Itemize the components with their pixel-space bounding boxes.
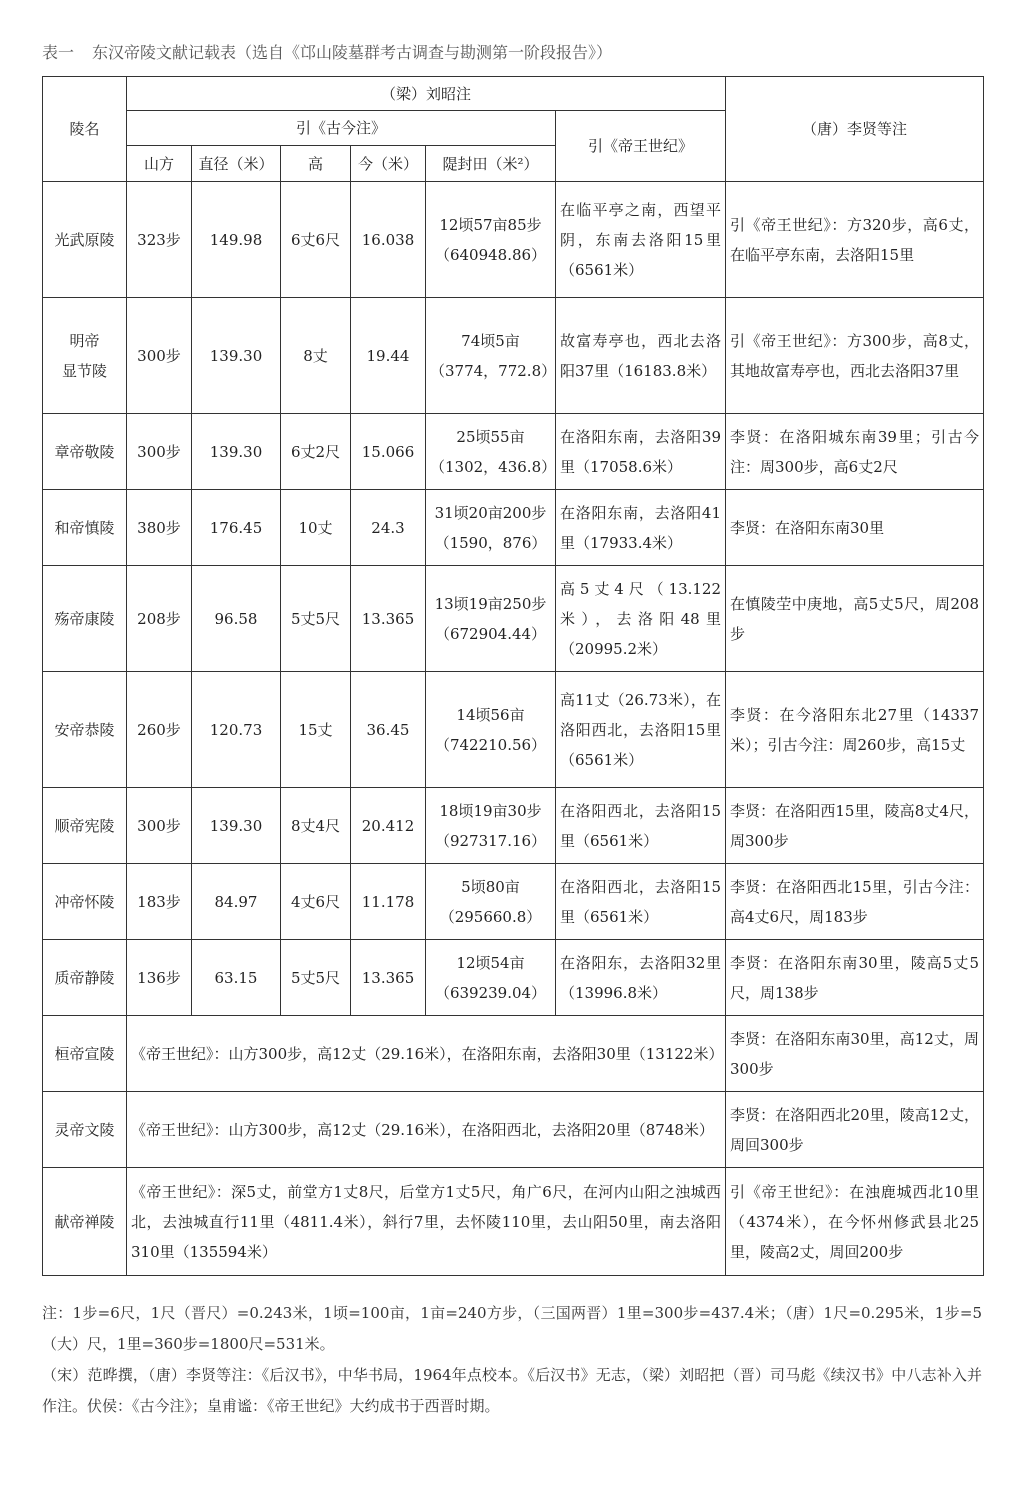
table-row	[43, 788, 984, 864]
row-tang: 李贤：在洛阳东南30里，陵高5丈5尺，周138步	[726, 940, 984, 1016]
tifeng-meters: （1590，876）	[434, 533, 547, 552]
header-diameter: 直径（米）	[192, 146, 281, 182]
row-modern: 16.038	[351, 182, 426, 298]
header-modern: 今（米）	[351, 146, 426, 182]
row-modern: 20.412	[351, 788, 426, 864]
row-diwang: 在洛阳东南，去洛阳41里（17933.4米）	[556, 490, 726, 566]
row-modern: 19.44	[351, 298, 426, 414]
table-row	[43, 182, 984, 298]
row-tang: 李贤：在洛阳西北15里，引古今注：高4丈6尺，周183步	[726, 864, 984, 940]
row-diwang: 高11丈（26.73米），在洛阳西北，去洛阳15里（6561米）	[556, 672, 726, 788]
row-shanfang: 323步	[127, 182, 192, 298]
row-name: 冲帝怀陵	[43, 864, 127, 940]
table-row	[43, 414, 984, 490]
table-row	[43, 1168, 984, 1276]
tifeng-value: 12顷57亩85步	[439, 215, 542, 234]
row-diameter: 120.73	[192, 672, 281, 788]
mausoleum-table	[42, 76, 984, 1276]
row-liang-merged: 《帝王世纪》：山方300步，高12丈（29.16米），在洛阳东南，去洛阳30里（13122米）	[127, 1016, 726, 1092]
tifeng-value: 74顷5亩	[461, 331, 520, 350]
tifeng-value: 13顷19亩250步	[434, 594, 547, 613]
tifeng-meters: （927317.16）	[434, 831, 547, 850]
row-name: 和帝慎陵	[43, 490, 127, 566]
row-name: 灵帝文陵	[43, 1092, 127, 1168]
row-height: 5丈5尺	[281, 566, 351, 672]
row-shanfang: 300步	[127, 414, 192, 490]
row-diameter: 96.58	[192, 566, 281, 672]
caption-title: 东汉帝陵文献记载表（选自《邙山陵墓群考古调查与勘测第一阶段报告》）	[92, 43, 613, 62]
table-row	[43, 1016, 984, 1092]
row-modern: 15.066	[351, 414, 426, 490]
row-name: 光武原陵	[43, 182, 127, 298]
row-tang: 李贤：在洛阳西15里，陵高8丈4尺，周300步	[726, 788, 984, 864]
row-liang-merged: 《帝王世纪》：深5丈，前堂方1丈8尺，后堂方1丈5尺，角广6尺，在河内山阳之浊城西北，去浊城直行11里（4811.4米），斜行7里，去怀陵110里，去山阳50里，南去洛阳310里（135594米）	[127, 1168, 726, 1276]
tifeng-value: 12顷54亩	[456, 953, 525, 972]
row-height: 15丈	[281, 672, 351, 788]
header-name: 陵名	[43, 77, 127, 182]
row-liang-merged: 《帝王世纪》：山方300步，高12丈（29.16米），在洛阳西北，去洛阳20里（8748米）	[127, 1092, 726, 1168]
tifeng-meters: （640948.86）	[434, 245, 547, 264]
row-height: 4丈6尺	[281, 864, 351, 940]
row-tang: 李贤：在洛阳城东南39里；引古今注：周300步，高6丈2尺	[726, 414, 984, 490]
row-diameter: 139.30	[192, 414, 281, 490]
row-modern: 36.45	[351, 672, 426, 788]
row-diameter: 84.97	[192, 864, 281, 940]
row-tifeng	[426, 182, 556, 298]
tifeng-meters: （742210.56）	[434, 735, 547, 754]
row-height: 6丈2尺	[281, 414, 351, 490]
row-tifeng	[426, 940, 556, 1016]
row-shanfang: 183步	[127, 864, 192, 940]
row-height: 10丈	[281, 490, 351, 566]
row-tifeng	[426, 788, 556, 864]
row-shanfang: 300步	[127, 788, 192, 864]
row-name: 桓帝宣陵	[43, 1016, 127, 1092]
row-tang: 在慎陵茔中庚地，高5丈5尺，周208步	[726, 566, 984, 672]
caption-number: 表一	[42, 43, 75, 62]
row-diwang: 在洛阳东，去洛阳32里（13996.8米）	[556, 940, 726, 1016]
table-row	[43, 672, 984, 788]
table-notes	[42, 1298, 982, 1422]
row-diameter: 63.15	[192, 940, 281, 1016]
row-tang: 李贤：在今洛阳东北27里（14337米）；引古今注：周260步，高15丈	[726, 672, 984, 788]
header-shanfang: 山方	[127, 146, 192, 182]
row-tifeng	[426, 490, 556, 566]
table-row	[43, 490, 984, 566]
tifeng-value: 18顷19亩30步	[439, 801, 542, 820]
table-caption	[42, 40, 982, 63]
row-modern: 11.178	[351, 864, 426, 940]
row-tifeng	[426, 864, 556, 940]
header-height: 高	[281, 146, 351, 182]
row-height: 5丈5尺	[281, 940, 351, 1016]
row-diwang: 在洛阳西北，去洛阳15里（6561米）	[556, 788, 726, 864]
row-tifeng	[426, 414, 556, 490]
row-shanfang: 380步	[127, 490, 192, 566]
header-diwang: 引《帝王世纪》	[556, 111, 726, 182]
row-diwang: 在临平亭之南，西望平阴，东南去洛阳15里（6561米）	[556, 182, 726, 298]
row-diameter: 139.30	[192, 788, 281, 864]
tifeng-meters: （1302，436.8）	[430, 457, 557, 476]
row-diwang: 高5丈4尺（13.122米），去洛阳48里（20995.2米）	[556, 566, 726, 672]
tifeng-meters: （295660.8）	[439, 907, 542, 926]
table-row	[43, 298, 984, 414]
row-tang: 李贤：在洛阳东南30里，高12丈，周300步	[726, 1016, 984, 1092]
tifeng-meters: （3774，772.8）	[430, 361, 557, 380]
table-row	[43, 864, 984, 940]
row-modern: 24.3	[351, 490, 426, 566]
row-modern: 13.365	[351, 566, 426, 672]
row-name: 质帝静陵	[43, 940, 127, 1016]
row-name: 章帝敬陵	[43, 414, 127, 490]
tifeng-meters: （639239.04）	[434, 983, 547, 1002]
row-shanfang: 260步	[127, 672, 192, 788]
row-diwang: 在洛阳东南，去洛阳39里（17058.6米）	[556, 414, 726, 490]
row-name: 殇帝康陵	[43, 566, 127, 672]
note-source: （宋）范晔撰，（唐）李贤等注：《后汉书》，中华书局，1964年点校本。《后汉书》无志，（梁）刘昭把（晋）司马彪《续汉书》中八志补入并作注。伏侯：《古今注》；皇甫谧：《帝王世纪》大约成书于西晋时期。	[42, 1366, 982, 1415]
row-tifeng	[426, 672, 556, 788]
row-tang: 引《帝王世纪》：方320步，高6丈，在临平亭东南，去洛阳15里	[726, 182, 984, 298]
row-name: 献帝禅陵	[43, 1168, 127, 1276]
row-diwang: 故富寿亭也，西北去洛阳37里（16183.8米）	[556, 298, 726, 414]
row-tifeng	[426, 298, 556, 414]
tifeng-value: 31顷20亩200步	[434, 503, 547, 522]
table-row	[43, 1092, 984, 1168]
tifeng-meters: （672904.44）	[434, 624, 547, 643]
row-name: 顺帝宪陵	[43, 788, 127, 864]
row-tang: 李贤：在洛阳东南30里	[726, 490, 984, 566]
row-diameter: 139.30	[192, 298, 281, 414]
row-tang: 李贤：在洛阳西北20里，陵高12丈，周回300步	[726, 1092, 984, 1168]
header-liang: （梁）刘昭注	[127, 77, 726, 111]
tifeng-value: 25顷55亩	[456, 427, 525, 446]
tifeng-value: 5顷80亩	[461, 877, 520, 896]
row-height: 6丈6尺	[281, 182, 351, 298]
note-units: 注：1步=6尺，1尺（晋尺）=0.243米，1顷=100亩，1亩=240方步，（三国两晋）1里=300步=437.4米；（唐）1尺=0.295米，1步=5（大）尺，1里=360步=1800尺=531米。	[42, 1304, 982, 1353]
row-name: 安帝恭陵	[43, 672, 127, 788]
row-tang: 引《帝王世纪》：方300步，高8丈，其地故富寿亭也，西北去洛阳37里	[726, 298, 984, 414]
row-height: 8丈	[281, 298, 351, 414]
table-row	[43, 940, 984, 1016]
row-name: 明帝 显节陵	[43, 298, 127, 414]
tifeng-value: 14顷56亩	[456, 705, 525, 724]
row-height: 8丈4尺	[281, 788, 351, 864]
row-tifeng	[426, 566, 556, 672]
row-shanfang: 300步	[127, 298, 192, 414]
row-tang: 引《帝王世纪》：在浊鹿城西北10里（4374米），在今怀州修武县北25里，陵高2丈，周回200步	[726, 1168, 984, 1276]
table-row	[43, 566, 984, 672]
row-shanfang: 136步	[127, 940, 192, 1016]
row-diameter: 149.98	[192, 182, 281, 298]
row-diameter: 176.45	[192, 490, 281, 566]
row-shanfang: 208步	[127, 566, 192, 672]
header-gujin: 引《古今注》	[127, 111, 556, 146]
header-tang: （唐）李贤等注	[726, 77, 984, 182]
row-diwang: 在洛阳西北，去洛阳15里（6561米）	[556, 864, 726, 940]
header-tifeng: 隄封田（米²）	[426, 146, 556, 182]
row-modern: 13.365	[351, 940, 426, 1016]
